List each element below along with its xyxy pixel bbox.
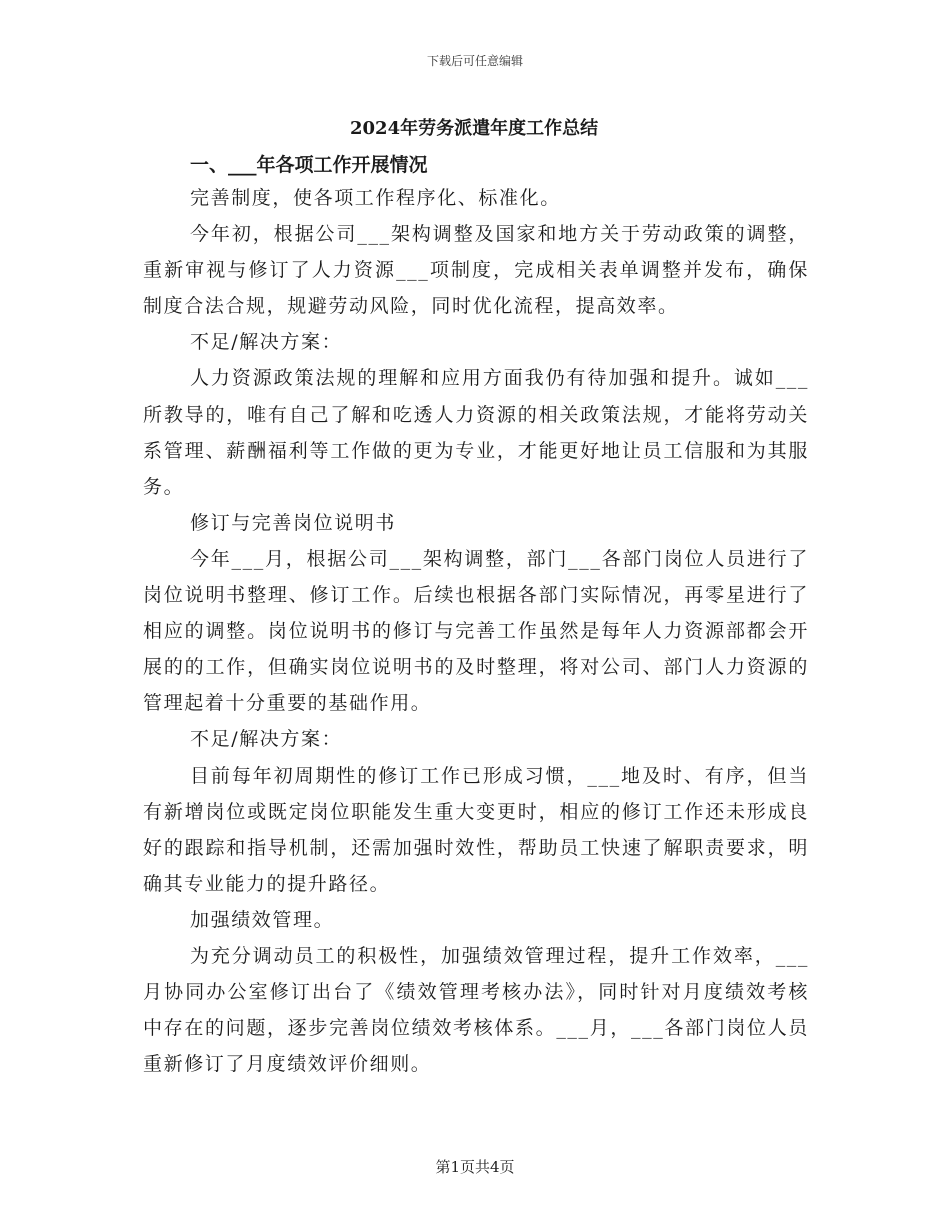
- header-note: 下载后可任意编辑: [426, 54, 523, 68]
- paragraph: 完善制度，使各项工作程序化、标准化。: [190, 187, 561, 209]
- paragraph: 人力资源政策法规的理解和应用方面我仍有待加强和提升。诚如___所教导的，唯有自己了解和吃透人力资源的相关政策法规，才能将劳动关系管理、薪酬福利等工作做的更为专业，才能更好地让员工信服和为其服务。: [143, 367, 809, 498]
- paragraph: 加强绩效管理。: [190, 908, 335, 931]
- paragraph: 今年初，根据公司___架构调整及国家和地方关于劳动政策的调整，重新审视与修订了人力资源___项制度，完成相关表单调整并发布，确保制度合法合规，规避劳动风险，同时优化流程，提高效率。: [143, 223, 809, 318]
- paragraph: 不足/解决方案：: [190, 728, 343, 751]
- page-number-footer: 第1页共4页: [435, 1158, 515, 1176]
- paragraph: 目前每年初周期性的修订工作已形成习惯，___地及时、有序，但当有新增岗位或既定岗位职能发生重大变更时，相应的修订工作还未形成良好的跟踪和指导机制，还需加强时效性，帮助员工快速了解职责要求，明确其专业能力的提升路径。: [143, 764, 809, 895]
- paragraph: 为充分调动员工的积极性，加强绩效管理过程，提升工作效率，___月协同办公室修订出台了《绩效管理考核办法》，同时针对月度绩效考核中存在的问题，逐步完善岗位绩效考核体系。___月，___各部门岗位人员重新修订了月度绩效评价细则。: [143, 944, 809, 1076]
- paragraph: 修订与完善岗位说明书: [190, 511, 397, 534]
- paragraph: 今年___月，根据公司___架构调整，部门___各部门岗位人员进行了岗位说明书整理、修订工作。后续也根据各部门实际情况，再零星进行了相应的调整。岗位说明书的修订与完善工作虽然是每年人力资源部都会开展的的工作，但确实岗位说明书的及时整理，将对公司、部门人力资源的管理起着十分重要的基础作用。: [143, 547, 809, 715]
- section-heading: 一、___年各项工作开展情况: [190, 154, 428, 176]
- document-title: 2024年劳务派遣年度工作总结: [350, 118, 599, 139]
- paragraph: 不足/解决方案：: [190, 331, 343, 354]
- document-body: [143, 180, 809, 1082]
